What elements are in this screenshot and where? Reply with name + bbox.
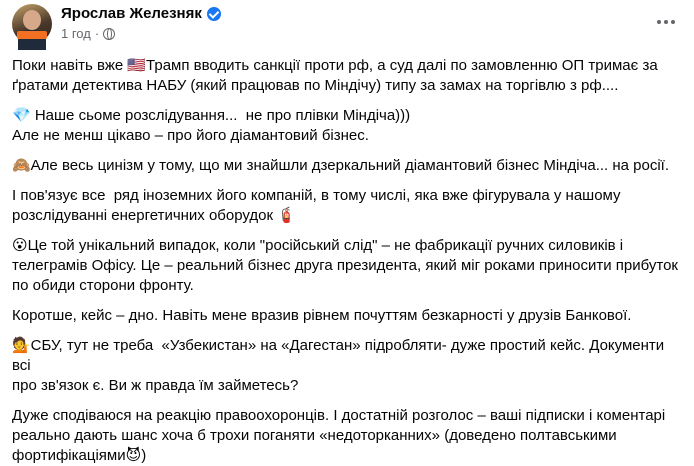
avatar-badge (17, 31, 47, 39)
avatar-face (23, 10, 41, 30)
post-paragraph (12, 106, 682, 146)
globe-icon[interactable] (103, 28, 115, 40)
post-header (12, 4, 682, 44)
post-text-line: 💁СБУ, тут не треба «Узбекистан» на «Дагестан» підробляти- дуже простий кейс. Документи всі (12, 337, 669, 374)
post-meta (61, 26, 115, 41)
post-text-line: 😮Це той унікальний випадок, коли "російський слід" – не фабрикації ручних силовиків і (12, 237, 624, 254)
post-text-line: 💎 Наше сьоме розслідування... не про плівки Міндіча))) (12, 107, 411, 124)
post-text-line: ґратами детектива НАБУ (який працював по Міндічу) типу за замах на торгівлю з рф.... (12, 77, 619, 94)
post-paragraph (12, 186, 682, 226)
dot-icon (657, 20, 661, 24)
post-text-line: Але не менш цікаво – про його діамантовий бізнес. (12, 127, 369, 144)
post-paragraph (12, 56, 682, 96)
post-text-line: реально дають шанс хоча б трохи поганяти «недоторканних» (доведено полтавськими (12, 427, 617, 444)
post-text-line: І пов'язує все ряд іноземних його компаній, в тому числі, яка вже фігурувала у нашому (12, 187, 621, 204)
author-row (61, 5, 221, 22)
post-paragraph (12, 156, 682, 176)
post-text-line: про зв'язок є. Ви ж правда їм займетесь? (12, 377, 299, 394)
author-name[interactable]: Ярослав Железняк (61, 5, 202, 22)
post-body (12, 56, 682, 466)
dot-icon (664, 20, 668, 24)
more-options-button[interactable] (652, 10, 680, 34)
post-text-line: 🙈Але весь цинізм у тому, що ми знайшли дзеркальний діамантовий бізнес Міндіча... на росії. (12, 157, 670, 174)
avatar[interactable] (12, 4, 52, 44)
post-text-line: фортифікаціями😈) (12, 447, 147, 464)
verified-badge-icon (207, 7, 221, 21)
post-paragraph (12, 336, 682, 396)
post-paragraph (12, 236, 682, 296)
post-text-line: Дуже сподіваюся на реакцію правоохоронців. І достатній розголос – ваші підписки і коментарі (12, 407, 666, 424)
post-text-line: телеграмів Офісу. Це – реальний бізнес друга президента, який міг роками приносити прибуток (12, 257, 678, 274)
post-timestamp[interactable]: 1 год (61, 26, 91, 41)
post-text-line: по обиди сторони фронту. (12, 277, 194, 294)
post-text-line: Коротше, кейс – дно. Навіть мене вразив рівнем почуттям безкарності у друзів Банкової. (12, 307, 632, 324)
dot-icon (671, 20, 675, 24)
meta-separator: · (94, 26, 100, 41)
post-text-line: розслідуванні енергетичних оборудок 🧯 (12, 207, 296, 224)
post-paragraph (12, 306, 682, 326)
post-paragraph (12, 406, 682, 466)
post-text-line: Поки навіть вже 🇺🇸Трамп вводить санкції проти рф, а суд далі по замовленню ОП тримає за (12, 57, 658, 74)
